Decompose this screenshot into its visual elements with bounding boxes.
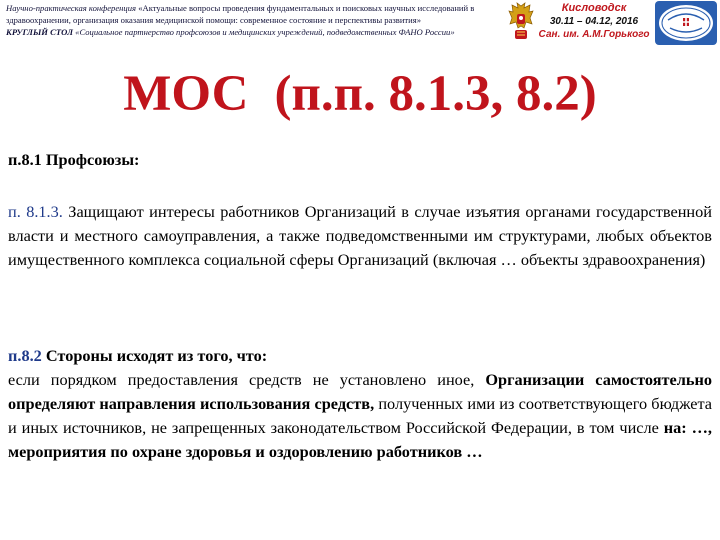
section-8-2 — [8, 344, 712, 464]
conference-info — [6, 2, 511, 38]
section-8-1-3 — [8, 200, 712, 272]
event-location — [536, 2, 652, 41]
slide-title-main: МОС — [123, 66, 249, 122]
conference-title: «Актуальные вопросы проведения фундаментальных и поисковых научных исследований в здравоохранении, организация оказания медицинской помощи: современное состояние и перспективы развития» — [6, 3, 475, 25]
event-city: Кисловодск — [561, 2, 627, 14]
conference-type: Научно-практическая конференция — [6, 3, 137, 13]
section-8-1-3-text: Защищают интересы работников Организаций в случае изъятия органами государственной власти и местного самоуправления, а также подведомственными им структурами, любых объектов имущественного комплекса социальной сферы Организаций (включая … объекты здравоохранения) — [8, 202, 712, 269]
section-8-1 — [8, 148, 712, 172]
coat-of-arms-icon — [506, 2, 536, 42]
roundtable-label: КРУГЛЫЙ СТОЛ — [6, 27, 73, 37]
section-8-2-text-1: если порядком предоставления средств не установлено иное, — [8, 370, 475, 389]
slide-title — [0, 64, 720, 124]
event-dates: 30.11 – 04.12, 2016 — [549, 16, 639, 27]
section-8-2-number: п.8.2 — [8, 346, 42, 365]
conference-header — [0, 0, 720, 52]
roundtable-title: «Социальное партнерство профсоюзов и медицинских учреждений, подведомственных ФАНО России» — [75, 27, 455, 37]
section-8-2-text-3: полученных ими из соответствующего бюджета и иных источников, не запрещенных законодательством Российской Федерации, в том числе — [8, 394, 712, 437]
event-venue: Сан. им. А.М.Горького — [538, 29, 650, 40]
conference-logo-icon — [654, 0, 718, 46]
section-8-2-text-2: Организации самостоятельно определяют направления использования средств, — [8, 370, 713, 413]
section-8-1-3-number: п. 8.1.3. — [8, 202, 63, 221]
section-8-1-heading: п.8.1 Профсоюзы: — [8, 150, 140, 169]
slide-title-clauses: (п.п. 8.1.3, 8.2) — [274, 66, 597, 122]
section-8-2-heading: Стороны исходят из того, что: — [45, 346, 268, 365]
section-8-2-text-4: на: …, мероприятия по охране здоровья и оздоровлению работников … — [8, 418, 712, 461]
